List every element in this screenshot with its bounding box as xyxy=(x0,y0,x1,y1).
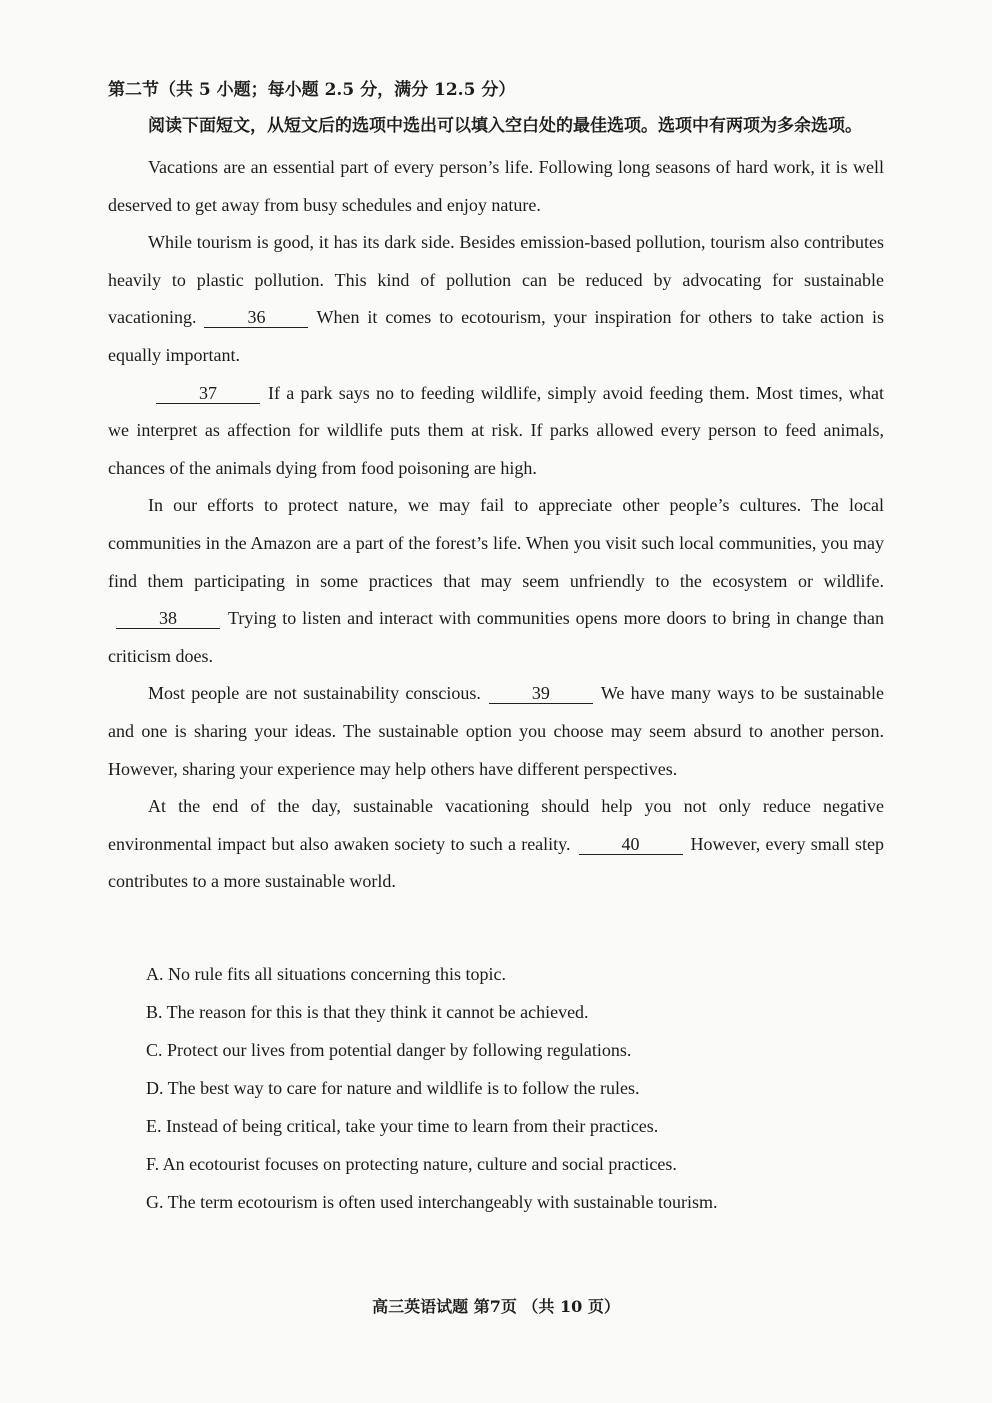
blank-39: 39 xyxy=(489,683,593,704)
blank-38: 38 xyxy=(116,608,220,629)
section-instruction: 阅读下面短文，从短文后的选项中选出可以填入空白处的最佳选项。选项中有两项为多余选项。 xyxy=(148,116,862,136)
exam-page xyxy=(108,70,884,1221)
option-b: B. The reason for this is that they think it cannot be achieved. xyxy=(146,1001,589,1022)
paragraph-4-text-after: Trying to listen and interact with communities opens more doors to bring in change than criticism does. xyxy=(108,608,884,666)
option-d: D. The best way to care for nature and wildlife is to follow the rules. xyxy=(146,1077,640,1098)
passage-paragraph-4 xyxy=(108,487,884,675)
answer-options xyxy=(108,955,884,1221)
paragraph-4-text-before: In our efforts to protect nature, we may fail to appreciate other people’s cultures. The local communities in the Amazon are a part of the forest’s life. When you visit such local communities, you may find them participating in some practices that may seem unfriendly to the ecosystem or wildlife. xyxy=(108,495,884,591)
option-e: E. Instead of being critical, take your time to learn from their practices. xyxy=(146,1115,659,1136)
option-g: G. The term ecotourism is often used interchangeably with sustainable tourism. xyxy=(146,1191,718,1212)
section-title: 第二节（共 5 小题；每小题 2.5 分，满分 12.5 分） xyxy=(108,80,516,100)
blank-40: 40 xyxy=(579,834,683,855)
option-a: A. No rule fits all situations concerning this topic. xyxy=(146,963,506,984)
passage-paragraph-2 xyxy=(108,224,884,374)
paragraph-6-text-before: At the end of the day, sustainable vacationing should help you not only reduce negative environmental impact but also awaken society to such a reality. xyxy=(108,796,884,854)
option-c: C. Protect our lives from potential danger by following regulations. xyxy=(146,1039,632,1060)
passage-paragraph-5 xyxy=(108,675,884,788)
passage-paragraph-6 xyxy=(108,788,884,901)
passage-paragraph-1: Vacations are an essential part of every person’s life. Following long seasons of hard work, it is well deserved to get away from busy schedules and enjoy nature. xyxy=(108,157,884,215)
paragraph-5-text-before: Most people are not sustainability conscious. xyxy=(148,683,481,704)
paragraph-2-text-after: When it comes to ecotourism, your inspiration for others to take action is equally important. xyxy=(108,307,884,365)
reading-passage xyxy=(108,149,884,901)
paragraph-3-text: If a park says no to feeding wildlife, simply avoid feeding them. Most times, what we interpret as affection for wildlife puts them at risk. If parks allowed every person to feed animals, chances of the animals dying from food poisoning are high. xyxy=(108,382,884,478)
option-f: F. An ecotourist focuses on protecting nature, culture and social practices. xyxy=(146,1153,677,1174)
page-footer: 高三英语试题 第7页 （共 10 页） xyxy=(372,1297,620,1316)
paragraph-5-text-after: We have many ways to be sustainable and one is sharing your ideas. The sustainable option you choose may seem absurd to another person. However, sharing your experience may help others have different perspectives. xyxy=(108,683,884,779)
blank-37: 37 xyxy=(156,383,260,404)
blank-36: 36 xyxy=(204,307,308,328)
paragraph-2-text-before: While tourism is good, it has its dark side. Besides emission-based pollution, tourism also contributes heavily to plastic pollution. This kind of pollution can be reduced by advocating for sustainable vacationing. xyxy=(108,232,884,328)
passage-paragraph-3 xyxy=(108,375,884,488)
paragraph-6-text-after: However, every small step contributes to a more sustainable world. xyxy=(108,833,885,892)
